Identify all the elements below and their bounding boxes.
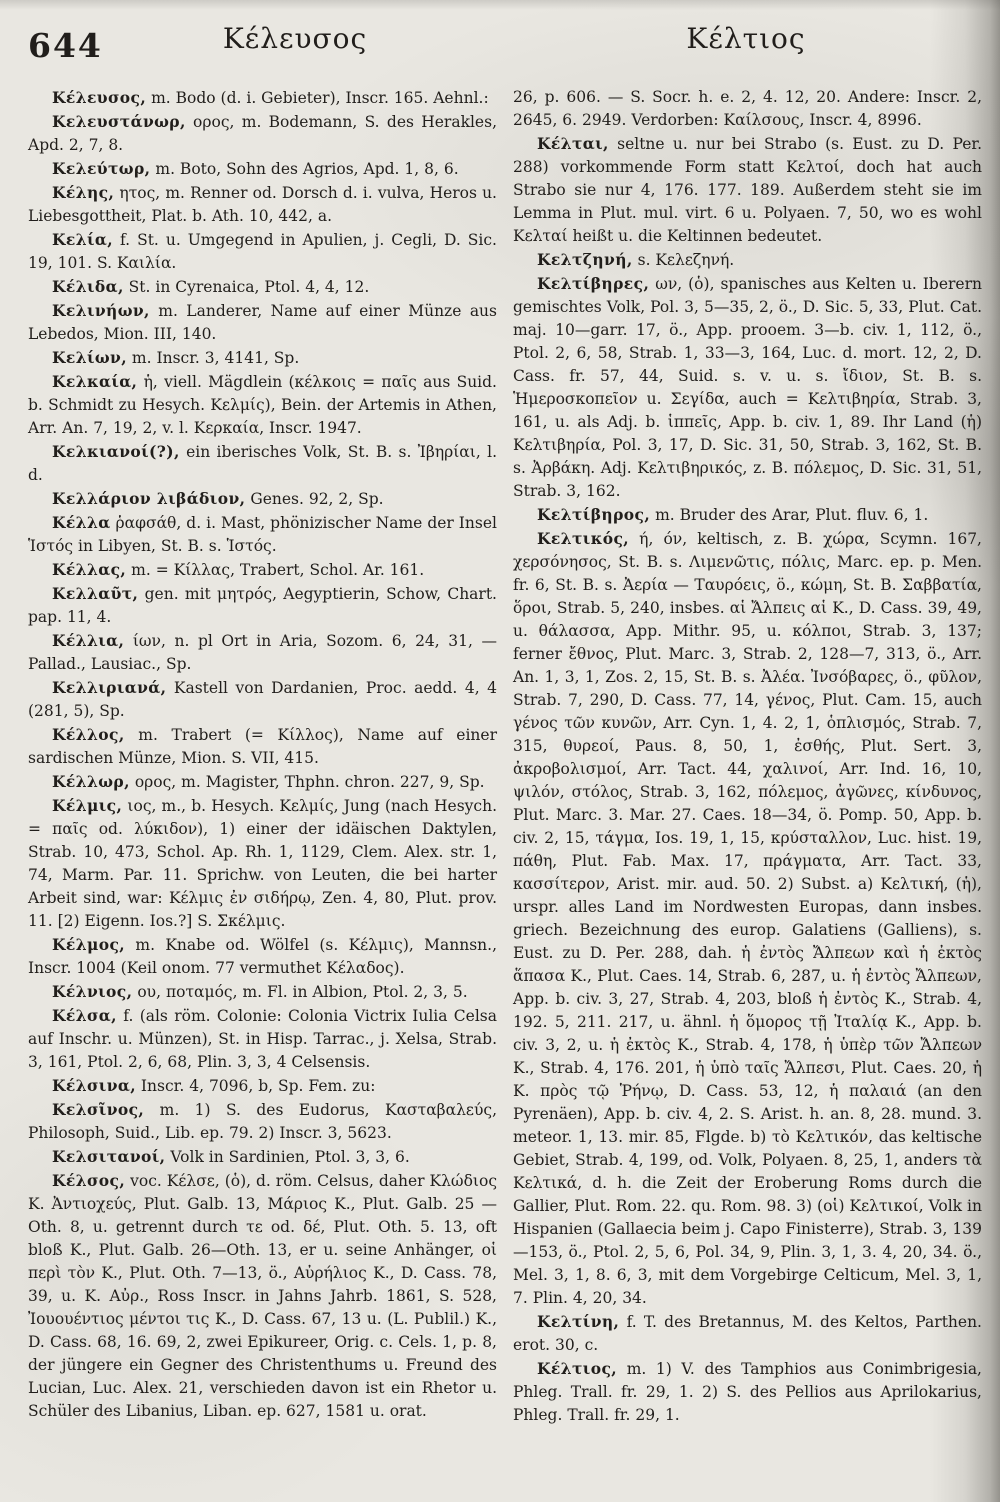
entry-headword: Κέλλας, (52, 560, 127, 579)
entry-headword: Κελκιανοί(?), (52, 442, 180, 461)
dictionary-entry: Κελλαῦτ, gen. mit μητρός, Aegyptierin, Schow, Chart. pap. 11, 4. (28, 584, 497, 626)
entry-headword: Κέλσα, (52, 1006, 117, 1025)
entry-headword: Κελτικός, (537, 529, 630, 548)
dictionary-entry: Κέλμος, m. Knabe od. Wölfel (s. Κέλμις), Mannsn., Inscr. 1004 (Keil onom. 77 vermuthet Κέλαδος). (28, 935, 497, 977)
dictionary-entry: Κελσιτανοί, Volk in Sardinien, Ptol. 3, 3, 6. (52, 1147, 410, 1166)
dictionary-entry: Κέλλας, m. = Κίλλας, Trabert, Schol. Ar. 161. (52, 560, 425, 579)
entry-headword: Κελία, (52, 230, 114, 249)
dictionary-entry: Κέλλος, m. Trabert (= Κίλλος), Name auf einer sardischen Münze, Mion. S. VII, 415. (28, 725, 497, 767)
dictionary-entry: Κέλμις, ιος, m., b. Hesych. Κελμίς, Jung (nach Hesych. = παῖς od. λύκιδον), 1) einer der idäischen Daktylen, Strab. 10, 473, Schol. Ap. Rh. 1, 1129, Clem. Alex. str. 1, 74, Marm. Par. 11. Sprichw. von Leuten, die bei harter Arbeit sind, war: Κέλμις ἐν σιδήρῳ, Zen. 4, 80, Plut. prov. 11. [2) Eigenn. Ios.?] S. Σκέλμις. (28, 796, 497, 930)
entry-headword: Κελσῖνος, (52, 1100, 145, 1119)
dictionary-entry: Κέλσος, voc. Κέλσε, (ὁ), d. röm. Celsus, daher Κλώδιος Κ. Ἀντιοχεύς, Plut. Galb. 13, Μάριος Κ., Plut. Galb. 25 — Oth. 8, u. getrennt durch τε od. δέ, Plut. Oth. 5. 13, oft bloß Κ., Plut. Galb. 26—Oth. 13, er u. seine Anhänger, οἱ περὶ τὸν Κ., Plut. Oth. 7—13, ö., Αὐρήλιος Κ., D. Cass. 78, 39, u. Κ. Αὐρ., Ross Inscr. in Jahns Jahrb. 1861, S. 528, Ἰουουέντιος μέντοι τις Κ., D. Cass. 67, 13 u. (L. Publil.) Κ., D. Cass. 68, 16. 69, 2, zwei Epikureer, Orig. c. Cels. 1, p. 8, der jüngere ein Gegner des Christenthums u. Freund des Lucian, Luc. Alex. 21, verschieden davon ist ein Rhetor u. Schüler des Libanius, Liban. ep. 627, 1581 u. orat. (28, 1171, 497, 1420)
entry-headword: Κελινήων, (52, 301, 150, 320)
left-column (28, 86, 497, 1427)
entry-headword: Κελλάριον λιβάδιον, (52, 489, 246, 508)
entry-headword: Κελλαῦτ, (52, 584, 139, 603)
right-column (513, 86, 982, 1427)
entry-headword: Κέλλωρ, (52, 772, 130, 791)
dictionary-entry: Κελκαία, ἡ, viell. Mägdlein (κέλκοις = παῖς aus Suid. b. Schmidt zu Hesych. Κελμίς), Bein. der Artemis in Athen, Arr. An. 7, 19, 2, v. l. Κερκαία, Inscr. 1947. (28, 372, 497, 437)
entry-headword: Κέλσος, (52, 1171, 126, 1190)
entry-headword: Κελκαία, (52, 372, 138, 391)
dictionary-entry: Κελλάριον λιβάδιον, Genes. 92, 2, Sp. (52, 489, 384, 508)
dictionary-entry: Κέλσινα, Inscr. 4, 7096, b, Sp. Fem. zu: (52, 1076, 376, 1095)
entry-headword: Κελσιτανοί, (52, 1147, 166, 1166)
entry-headword: Κέλιδα, (52, 277, 124, 296)
entry-headword: Κελτίβηρος, (537, 505, 651, 524)
dictionary-entry: Κελκιανοί(?), ein iberisches Volk, St. B. s. Ἰβηρίαι, l. d. (28, 442, 497, 484)
entry-headword: Κελτίνη, (537, 1312, 620, 1331)
entry-headword: Κέλλος, (52, 725, 125, 744)
dictionary-entry: Κελευστάνωρ, ορος, m. Bodemann, S. des Herakles, Apd. 2, 7, 8. (28, 112, 497, 154)
dictionary-entry: Κέλλωρ, ορος, m. Magister, Thphn. chron. 227, 9, Sp. (52, 772, 485, 791)
dictionary-entry: Κελλιριανά, Kastell von Dardanien, Proc. aedd. 4, 4 (281, 5), Sp. (28, 678, 497, 720)
dictionary-entry: Κελτικός, ή, όν, keltisch, z. B. χώρα, Scymn. 167, χερσόνησος, St. B. s. Λιμενῶτις, πόλις, Marc. ep. p. Men. fr. 6, St. B. s. Ἀερία — Ταυρόεις, ö., κώμη, St. B. Σαββατία, ὅροι, Strab. 5, 240, insbes. αἱ Ἄλπεις αἱ Κ., D. Cass. 39, 49, u. θάλασσα, App. Mithr. 95, u. κόλποι, Strab. 3, 137; ferner ἔθνος, Plut. Marc. 3, Strab. 2, 128—7, 313, ö., Arr. An. 1, 3, 1, Zos. 2, 15, St. B. s. Ἀλέα. Ἰνσόβαρες, ö., φῦλον, Strab. 7, 290, D. Cass. 77, 14, γένος, Plut. Cam. 15, auch γένος τῶν κυνῶν, Arr. Cyn. 1, 4. 2, 1, ὁπλισμός, Strab. 7, 315, θυρεοί, Paus. 8, 50, 1, ἐσθής, Plut. Sert. 3, ἀκροβολισμοί, Arr. Tact. 44, χαλινοί, Arr. Ind. 16, 10, ψιλόν, στόλος, Strab. 3, 162, πόλεμος, ἀγῶνες, κίνδυνος, Plut. Marc. 3. Mar. 27. Caes. 18—34, ö. Pomp. 50, App. b. civ. 2, 15, τάγμα, Ios. 19, 1, 15, κρύσταλλον, Luc. hist. 19, πάθη, Plut. Fab. Max. 17, πράγματα, Arr. Tact. 33, κασσίτερον, Arist. mir. aud. 50. 2) Subst. a) Κελτική, (ἡ), urspr. alles Land im Nordwesten Europas, dann insbes. griech. Bezeichnung des europ. Galatiens (Galliens), s. Eust. zu D. Per. 288, dah. ἡ ἐντὸς Ἄλπεων καὶ ἡ ἐκτὸς ἅπασα Κ., Plut. Caes. 14, Strab. 6, 287, u. ἡ ἐντὸς Ἄλπεων, App. b. civ. 3, 27, Strab. 4, 203, bloß ἡ ἐντὸς Κ., Strab. 4, 192. 5, 211. 217, u. ähnl. ἡ ὅμορος τῇ Ἰταλίᾳ Κ., App. b. civ. 3, 2, u. ἡ ἐκτὸς Κ., Strab. 4, 178, ἡ ὑπὲρ τῶν Ἄλπεων Κ., Strab. 4, 176. 201, ἡ ὑπὸ ταῖς Ἄλπεσι, Plut. Caes. 20, ἡ Κ. πρὸς τῷ Ῥήνῳ, D. Cass. 53, 12, ἡ παλαιά (an den Pyrenäen), App. b. civ. 4, 2. S. Arist. h. an. 8, 28. mund. 3. meteor. 1, 13. mir. 85, Flgde. b) τὸ Κελτικόν, das keltische Gebiet, Strab. 4, 199, od. Volk, Polyaen. 8, 25, 1, anders τὰ Κελτικά, d. h. die Zeit der Eroberung Roms durch die Gallier, Plut. Rom. 22. qu. Rom. 98. 3) (οἱ) Κελτικοί, Volk in Hispanien (Gallaecia beim j. Capo Finisterre), Strab. 3, 139—153, ö., Ptol. 2, 5, 6, Pol. 34, 9, Plin. 3, 1, 3. 4, 20, 34. ö., Mel. 3, 1, 8. 6, 3, mit dem Vorgebirge Celticum, Mel. 3, 1, 7. Plin. 4, 20, 34. (513, 529, 982, 1307)
dictionary-entry: Κέλλα ῥαφσάθ, d. i. Mast, phönizischer Name der Insel Ἱστός in Libyen, St. B. s. Ἱστός. (28, 513, 497, 555)
entry-headword: Κελεύτωρ, (52, 159, 151, 178)
dictionary-entry: Κέλται, seltne u. nur bei Strabo (s. Eust. zu D. Per. 288) vorkommende Form statt Κελτοί, doch hat auch Strabo sie nur 4, 176. 177. 189. Außerdem steht sie im Lemma in Plut. mul. virt. 6 u. Polyaen. 7, 50, wo es wohl Κελταί heißt u. die Keltinnen bedeutet. (513, 134, 982, 245)
dictionary-entry: Κελινήων, m. Landerer, Name auf einer Münze aus Lebedos, Mion. III, 140. (28, 301, 497, 343)
entry-headword: Κέλται, (537, 134, 609, 153)
entry-headword: Κελλιριανά, (52, 678, 167, 697)
page-number: 644 (28, 26, 103, 65)
dictionary-entry: Κελτζηνή, s. Κελεζηνή. (537, 250, 735, 269)
entry-headword: Κέλτιος, (537, 1359, 618, 1378)
entry-headword: Κέλης, (52, 183, 115, 202)
entry-headword: Κελίων, (52, 348, 127, 367)
page-header (0, 22, 1000, 74)
dictionary-entry: Κέλνιος, ου, ποταμός, m. Fl. in Albion, Ptol. 2, 3, 5. (52, 982, 468, 1001)
dictionary-entry: Κελτίβηρες, ων, (ὁ), spanisches aus Kelten u. Iberern gemischtes Volk, Pol. 3, 5—35, 2, ö., D. Sic. 5, 33, Plut. Cat. maj. 10—garr. 17, ö., App. prooem. 3—b. civ. 1, 112, ö., Ptol. 2, 6, 58, Strab. 1, 33—3, 164, Luc. d. mort. 12, 2, D. Cass. fr. 57, 44, Suid. s. v. u. s. ἴδιον, St. B. s. Ἡμεροσκοπεῖον u. Σεγίδα, auch = Κελτιβηρία, Strab. 3, 161, u. als Adj. b. ἱππεῖς, App. b. civ. 1, 89. Ihr Land (ἡ) Κελτιβηρία, Pol. 3, 17, D. Sic. 31, 50, Strab. 3, 162, St. B. s. Ἀρβάκη. Adj. Κελτιβηρικός, z. B. πόλεμος, D. Sic. 31, 51, Strab. 3, 162. (513, 274, 982, 500)
dictionary-entry: Κελεύτωρ, m. Boto, Sohn des Agrios, Apd. 1, 8, 6. (52, 159, 459, 178)
dictionary-entry: Κελία, f. St. u. Umgegend in Apulien, j. Cegli, D. Sic. 19, 101. S. Καιλία. (28, 230, 497, 272)
entry-headword: Κέλλια, (52, 631, 125, 650)
dictionary-entry: Κέλσα, f. (als röm. Colonie: Colonia Victrix Iulia Celsa auf Inschr. u. Münzen), St. in Hisp. Tarrac., j. Xelsa, Strab. 3, 161, Ptol. 2, 6, 68, Plin. 3, 3, 4 Celsensis. (28, 1006, 497, 1071)
running-title-left: Κέλευσος (222, 22, 368, 55)
text-columns (28, 86, 982, 1427)
dictionary-entry: Κέλευσος, m. Bodo (d. i. Gebieter), Inscr. 165. Aehnl.: (52, 88, 489, 107)
dictionary-entry: Κέλτιος, m. 1) V. des Tamphios aus Conimbrigesia, Phleg. Trall. fr. 29, 1. 2) S. des Pellios aus Aprilokarius, Phleg. Trall. fr. 29, 1. (513, 1359, 982, 1424)
dictionary-entry: Κελτίνη, f. T. des Bretannus, M. des Keltos, Parthen. erot. 30, c. (513, 1312, 982, 1354)
entry-headword: Κελτίβηρες, (537, 274, 650, 293)
dictionary-entry: Κελσῖνος, m. 1) S. des Eudorus, Κασταβαλεύς, Philosoph, Suid., Lib. ep. 79. 2) Inscr. 3, 5623. (28, 1100, 497, 1142)
dictionary-entry: Κελτίβηρος, m. Bruder des Arar, Plut. fluv. 6, 1. (537, 505, 929, 524)
entry-headword: Κέλλα (52, 513, 111, 532)
running-title-right: Κέλτιος (686, 22, 806, 55)
entry-headword: Κέλσινα, (52, 1076, 136, 1095)
entry-headword: Κέλνιος, (52, 982, 133, 1001)
entry-headword: Κελτζηνή, (537, 250, 633, 269)
dictionary-entry: Κέλης, ητος, m. Renner od. Dorsch d. i. vulva, Heros u. Liebesgottheit, Plat. b. Ath. 10, 442, a. (28, 183, 497, 225)
entry-headword: Κέλμος, (52, 935, 126, 954)
dictionary-entry: Κελίων, m. Inscr. 3, 4141, Sp. (52, 348, 300, 367)
dictionary-entry: Κέλλια, ίων, n. pl Ort in Aria, Sozom. 6, 24, 31, — Pallad., Lausiac., Sp. (28, 631, 497, 673)
dictionary-entry: Κέλιδα, St. in Cyrenaica, Ptol. 4, 4, 12. (52, 277, 370, 296)
entry-continuation: 26, p. 606. — S. Socr. h. e. 2, 4. 12, 20. Andere: Inscr. 2, 2645, 6. 2949. Verdorben: Καίλσους, Inscr. 4, 8996. (513, 88, 982, 129)
entry-headword: Κελευστάνωρ, (52, 112, 186, 131)
entry-headword: Κέλευσος, (52, 88, 147, 107)
entry-headword: Κέλμις, (52, 796, 123, 815)
